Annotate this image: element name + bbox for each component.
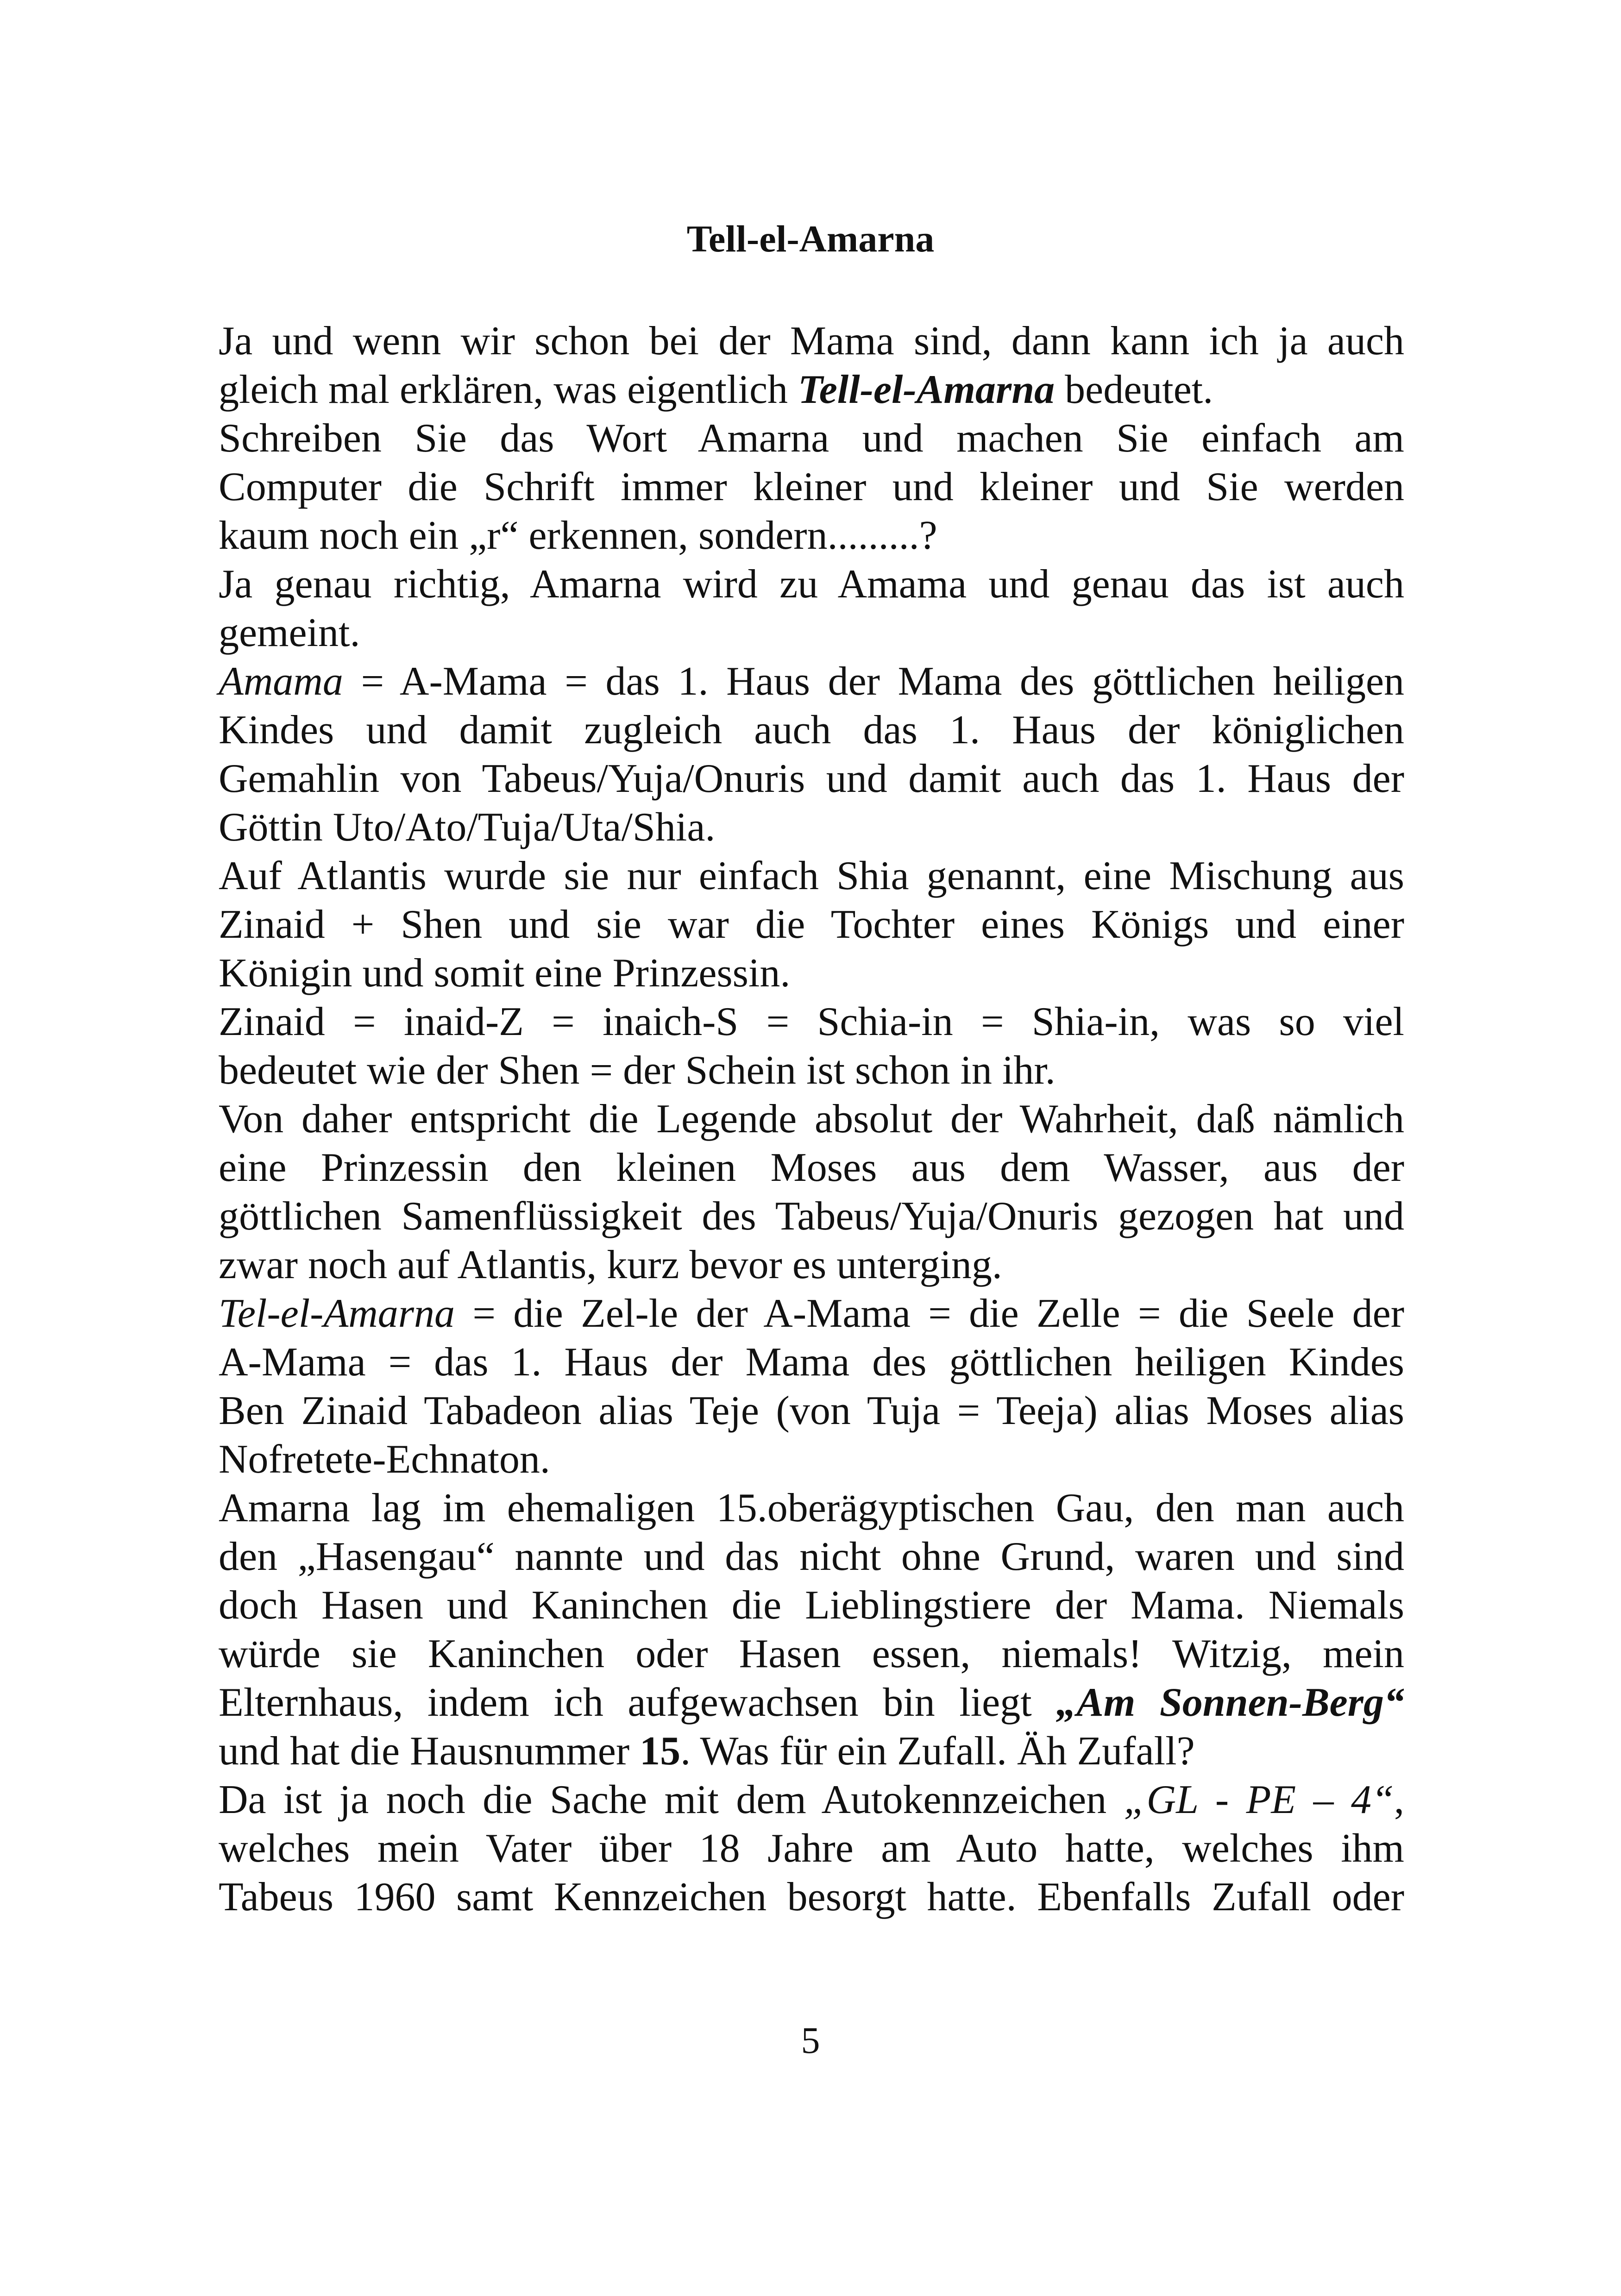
text-segment: Computer die Schrift immer kleiner und kleiner und Sie werden [219, 464, 1404, 509]
text-segment: Kindes und damit zugleich auch das 1. Haus der königlichen [219, 708, 1404, 753]
text-line [219, 365, 1404, 414]
text-line [219, 803, 1404, 852]
emphasized-text: 15 [640, 1729, 681, 1774]
text-segment: Da ist ja noch die Sache mit dem Autokennzeichen [219, 1777, 1124, 1822]
text-line [219, 852, 1404, 900]
text-segment: Ben Zinaid Tabadeon alias Teje (von Tuja = Teeja) alias Moses alias [219, 1388, 1404, 1433]
text-line [219, 1435, 1404, 1484]
text-line [219, 754, 1404, 803]
text-line [219, 657, 1404, 706]
text-segment: Schreiben Sie das Wort Amarna und machen Sie einfach am [219, 416, 1404, 461]
text-segment: Ja und wenn wir schon bei der Mama sind, dann kann ich ja auch [219, 319, 1404, 364]
emphasized-text: Amama [219, 659, 343, 704]
text-segment: = A-Mama = das 1. Haus der Mama des göttlichen heiligen [343, 659, 1404, 704]
text-segment: gleich mal erklären, was eigentlich [219, 367, 798, 412]
emphasized-text: „Am Sonnen-Berg“ [1056, 1680, 1404, 1725]
emphasized-text: „GL - PE – 4“ [1124, 1777, 1394, 1822]
text-segment: und hat die Hausnummer [219, 1729, 640, 1774]
text-line [219, 1824, 1404, 1873]
text-segment: Tabeus 1960 samt Kennzeichen besorgt hatte. Ebenfalls Zufall oder [219, 1875, 1404, 1920]
text-line [219, 511, 1404, 560]
text-line [219, 1143, 1404, 1192]
text-line [219, 1289, 1404, 1338]
emphasized-text: Tell-el-Amarna [798, 367, 1055, 412]
text-segment: Göttin Uto/Ato/Tuja/Uta/Shia. [219, 805, 716, 850]
text-line [219, 560, 1404, 609]
text-segment: würde sie Kaninchen oder Hasen essen, niemals! Witzig, mein [219, 1631, 1404, 1676]
text-segment: . Was für ein Zufall. Äh Zufall? [680, 1729, 1195, 1774]
text-segment: Gemahlin von Tabeus/Yuja/Onuris und damit auch das 1. Haus der [219, 756, 1404, 801]
text-line [219, 997, 1404, 1046]
text-segment: A-Mama = das 1. Haus der Mama des göttlichen heiligen Kindes [219, 1340, 1404, 1385]
text-segment: eine Prinzessin den kleinen Moses aus dem Wasser, aus der [219, 1145, 1404, 1190]
text-line [219, 949, 1404, 997]
text-line [219, 414, 1404, 463]
text-segment: Elternhaus, indem ich aufgewachsen bin liegt [219, 1680, 1056, 1725]
text-line [219, 1241, 1404, 1289]
text-line [219, 1678, 1404, 1727]
text-line [219, 1484, 1404, 1532]
text-line [219, 1532, 1404, 1581]
text-segment: doch Hasen und Kaninchen die Lieblingstiere der Mama. Niemals [219, 1583, 1404, 1628]
text-segment: = die Zel-le der A-Mama = die Zelle = die Seele der [455, 1291, 1404, 1336]
text-line [219, 900, 1404, 949]
text-line [219, 317, 1404, 365]
text-line [219, 463, 1404, 511]
text-segment: bedeutet. [1055, 367, 1213, 412]
text-segment: Ja genau richtig, Amarna wird zu Amama und genau das ist auch [219, 562, 1404, 607]
text-line [219, 1386, 1404, 1435]
emphasized-text: Tel-el-Amarna [219, 1291, 455, 1336]
text-line [219, 1095, 1404, 1143]
text-line [219, 1046, 1404, 1095]
text-segment: Zinaid + Shen und sie war die Tochter eines Königs und einer [219, 902, 1404, 947]
page-number: 5 [801, 2019, 820, 2061]
text-line [219, 609, 1404, 657]
text-segment: Von daher entspricht die Legende absolut der Wahrheit, daß nämlich [219, 1097, 1404, 1142]
page-title: Tell-el-Amarna [686, 218, 935, 260]
text-segment: kaum noch ein „r“ erkennen, sondern.........? [219, 513, 937, 558]
text-segment: bedeutet wie der Shen = der Schein ist schon in ihr. [219, 1048, 1056, 1093]
text-segment: zwar noch auf Atlantis, kurz bevor es unterging. [219, 1242, 1002, 1287]
text-segment: Königin und somit eine Prinzessin. [219, 951, 791, 996]
text-segment: Amarna lag im ehemaligen 15.oberägyptischen Gau, den man auch [219, 1486, 1404, 1531]
text-segment: Zinaid = inaid-Z = inaich-S = Schia-in = Shia-in, was so viel [219, 999, 1404, 1044]
text-segment: Auf Atlantis wurde sie nur einfach Shia genannt, eine Mischung aus [219, 853, 1404, 898]
text-line [219, 1775, 1404, 1824]
text-line [219, 1727, 1404, 1775]
text-line [219, 1581, 1404, 1630]
text-segment: den „Hasengau“ nannte und das nicht ohne Grund, waren und sind [219, 1534, 1404, 1579]
text-segment: gemeint. [219, 610, 360, 655]
text-line [219, 1630, 1404, 1678]
text-segment: Nofretete-Echnaton. [219, 1437, 550, 1482]
text-line [219, 1873, 1404, 1921]
text-line [219, 706, 1404, 754]
text-segment: göttlichen Samenflüssigkeit des Tabeus/Yuja/Onuris gezogen hat und [219, 1194, 1404, 1239]
text-segment: , [1394, 1777, 1404, 1822]
text-line [219, 1192, 1404, 1241]
text-segment: welches mein Vater über 18 Jahre am Auto hatte, welches ihm [219, 1826, 1404, 1871]
text-line [219, 1338, 1404, 1386]
body-text [219, 317, 1404, 1921]
